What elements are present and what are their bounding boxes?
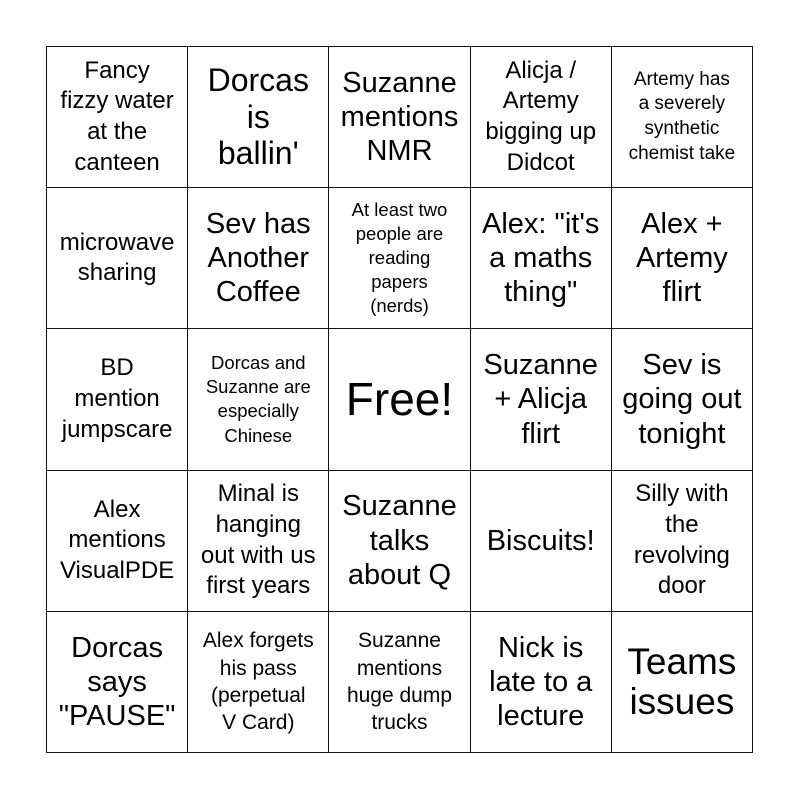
bingo-cell[interactable] [47, 612, 188, 753]
bingo-cell[interactable] [47, 329, 188, 470]
bingo-cell-text: BD mention jumpscare [61, 354, 173, 443]
bingo-cell-text: Fancy fizzy water at the canteen [60, 56, 174, 176]
bingo-cell-text: Sev has Another Coffee [205, 207, 311, 309]
bingo-cell-text: Alex mentions VisualPDE [59, 495, 175, 585]
bingo-cell[interactable] [188, 612, 329, 753]
bingo-cell-text: Alicja / Artemy bigging up Didcot [485, 56, 597, 176]
bingo-cell[interactable] [471, 47, 612, 188]
bingo-cell[interactable] [612, 329, 753, 470]
bingo-cell[interactable] [329, 188, 470, 329]
free-space: Free! [345, 373, 454, 426]
bingo-cell[interactable] [329, 471, 470, 612]
bingo-cell[interactable] [329, 612, 470, 753]
bingo-cell-text: Suzanne + Alicja flirt [483, 349, 598, 450]
bingo-cell[interactable] [188, 471, 329, 612]
bingo-cell-text: Silly with the revolving door [633, 480, 730, 600]
bingo-cell[interactable] [612, 471, 753, 612]
bingo-cell-text: Alex forgets his pass (perpetual V Card) [202, 629, 314, 735]
bingo-cell[interactable] [612, 47, 753, 188]
bingo-cell-text: Alex + Artemy flirt [635, 207, 728, 309]
bingo-cell-text: Suzanne talks about Q [342, 490, 457, 591]
bingo-cell-text: Sev is going out tonight [622, 349, 742, 450]
bingo-cell[interactable] [47, 47, 188, 188]
bingo-cell[interactable] [471, 471, 612, 612]
bingo-cell-text: Dorcas says "PAUSE" [58, 631, 176, 732]
bingo-cell[interactable] [188, 329, 329, 470]
bingo-cell-text: Teams issues [627, 640, 737, 722]
bingo-board [46, 46, 753, 753]
bingo-cell[interactable] [471, 329, 612, 470]
bingo-cell-text: Minal is hanging out with us first years [200, 480, 316, 600]
bingo-cell-text: Dorcas and Suzanne are especially Chinese [205, 352, 311, 446]
bingo-cell[interactable] [612, 612, 753, 753]
bingo-cell-text: Biscuits! [486, 524, 595, 557]
bingo-cell-text: Dorcas is ballin' [207, 61, 309, 172]
bingo-cell[interactable] [471, 612, 612, 753]
bingo-cell[interactable] [188, 47, 329, 188]
bingo-cell[interactable] [47, 471, 188, 612]
bingo-cell-text: At least two people are reading papers (nerds) [351, 199, 448, 317]
bingo-cell[interactable] [329, 47, 470, 188]
bingo-cell-text: microwave sharing [59, 228, 175, 287]
bingo-cell[interactable] [47, 188, 188, 329]
bingo-cell[interactable] [188, 188, 329, 329]
bingo-cell-text: Artemy has a severely synthetic chemist take [628, 68, 736, 164]
bingo-cell-text: Suzanne mentions huge dump trucks [346, 629, 453, 735]
bingo-cell[interactable] [612, 188, 753, 329]
bingo-cell[interactable] [329, 329, 470, 470]
bingo-cell-text: Nick is late to a lecture [489, 631, 593, 732]
bingo-cell-text: Suzanne mentions NMR [340, 66, 459, 168]
bingo-cell-text: Alex: "it's a maths thing" [482, 207, 600, 309]
bingo-cell[interactable] [471, 188, 612, 329]
